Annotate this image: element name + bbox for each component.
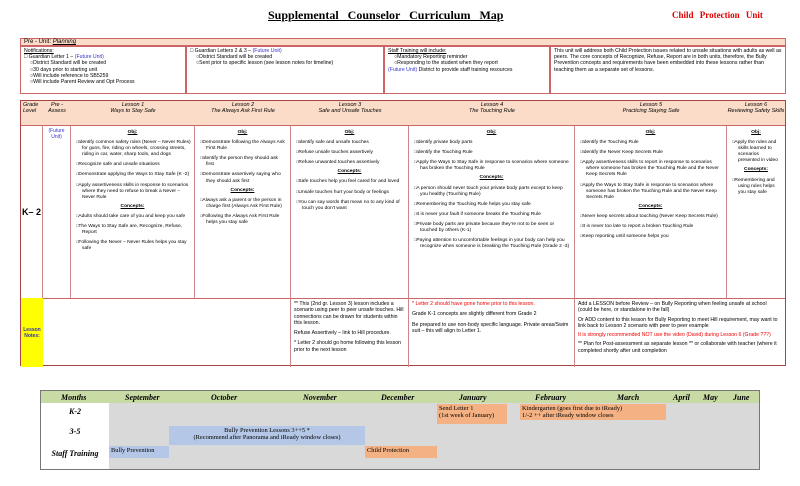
staff-line: Staff Training will include:	[388, 48, 447, 54]
lesson-6-cell	[727, 126, 785, 298]
notes-lesson-4	[409, 298, 575, 367]
objective-item: □ Apply the Ways to Stay Safe in response to scenarios where someone has broken the Touching Rule and the Never Keep Secrets Rule	[578, 182, 723, 201]
grade-k2: K– 2	[21, 126, 43, 298]
objective-item: □ Identify the person they should ask first	[198, 155, 287, 168]
objective-item: □ Identify the Touching Rule	[578, 139, 723, 146]
row-label-k2: K-2	[69, 407, 81, 416]
guardian-letters-box	[186, 46, 384, 94]
unit-overview-box: This unit will address both Child Protection issues related to unsafe situations with adults as well as peers. The core concepts of Recognize, Refuse, Report are in both units, therefore, the Bully Prevention concepts and requirements have been embedded into these lessons rather than teaching them as a separate set of lessons.	[550, 46, 786, 94]
lesson-5-header: Lesson 5 Practicing Staying Safe	[575, 101, 727, 126]
pre-assess-cell: (Future Unit)	[43, 126, 71, 298]
concept-item: □ Paying attention to uncomfortable feelings in your body can help you recognize when someone is breaking the Touching Rule (Grade 2 -3)	[412, 237, 571, 250]
planning-bar	[20, 38, 786, 46]
month-label: January	[459, 393, 487, 402]
note-item-warning: * Letter 2 should have gone home prior to this lesson.	[412, 301, 535, 307]
note-item: Add a LESSON before Review – on Bully Reporting when feeling unsafe at school (could be here, or standalone in the fall)	[578, 301, 767, 314]
unit-title: Child Protection Unit	[672, 10, 763, 20]
lesson-3-cell	[291, 126, 409, 298]
month-label: November	[303, 393, 337, 402]
staff-training-box	[384, 46, 550, 94]
objective-item: □ Identify the Touching Rule	[412, 149, 571, 156]
lesson-2-header: Lesson 2 The Always Ask First Rule	[195, 101, 291, 126]
bully-prevention-35-bar: Bully Prevention Lessons 3++5 * (Recommend after Panorama and iReady window closes)	[169, 426, 365, 445]
objective-item: □ Refuse unwanted touches assertively	[294, 159, 405, 166]
lesson-grid	[20, 100, 786, 366]
objective-item: □ Identify the Never Keep Secrets Rule	[578, 149, 723, 156]
concepts-title: Concepts:	[744, 167, 768, 173]
lesson-4-header: Lesson 4 The Touching Rule	[409, 101, 575, 126]
grade-level-header: Grade Level	[21, 101, 43, 126]
concept-item: □ Keep reporting until someone helps you	[578, 233, 723, 240]
page-title: Supplemental Counselor Curriculum Map	[268, 8, 504, 22]
objectives-title: Obj:	[237, 130, 248, 135]
staff-line: (Future Unit) District to provide staff training resources	[388, 66, 513, 73]
note-item: ** Plan for Post-assessment as separate lesson ** or collaborate with teacher (where it completed shortly after unit completion	[578, 341, 777, 354]
concept-item: □ Adults should take care of you and keep you safe	[74, 213, 191, 220]
objective-item: □ Apply assertiveness skills to report in response to scenarios where someone has broken the Touching Rule and the Never Keep Secrets Rule	[578, 159, 723, 178]
month-label: June	[733, 393, 750, 402]
guardian-line: ○Sent prior to specific lesson (see lesson notes for timeline)	[196, 60, 334, 67]
concept-item: □ Unsafe touches hurt your body or feelings	[294, 189, 405, 196]
concepts-title: Concepts:	[230, 187, 255, 193]
staff-line: ○Mandatory Reporting reminder	[394, 54, 468, 61]
note-item: Grade K-1 concepts are slightly different from Grade 2	[412, 311, 537, 318]
bully-prevention-staff-bar: Bully Prevention	[109, 446, 169, 458]
concept-item: □ Never keep secrets about touching (Never Keep Secrets Rule)	[578, 213, 723, 220]
notification-line: ○District Standard will be created	[30, 60, 107, 67]
objective-item: □ Identify private body parts	[412, 139, 571, 146]
month-label: February	[535, 393, 567, 402]
notes-lesson-5-6	[575, 298, 785, 367]
calendar-months-row	[41, 391, 759, 403]
guardian-line: □ Guardian Letters 2 & 3 – (Future Unit)	[190, 48, 282, 54]
month-label: May	[703, 393, 718, 402]
objective-item: □ Demonstrate following the Always Ask First Rule	[198, 139, 287, 152]
notification-line: □ Guardian Letter 1 – (Future Unit)	[24, 54, 104, 61]
concept-item: □ Remembering and using rules helps you stay safe	[730, 177, 782, 196]
concept-item: □ It is never too late to report a broken Touching Rule	[578, 223, 723, 230]
objective-item: □ Identify common safety rules (Never – Never Rules) for guns, fire, riding on wheels, crossing streets, riding in car, water, sharp tools, and dogs	[74, 139, 191, 158]
lesson-1-header: Lesson 1 Ways to Stay Safe	[71, 101, 195, 126]
month-label: March	[617, 393, 640, 402]
note-item: ** This (2nd gr. Lesson 3) lesson includes a scenario using peer to peer unsafe touches. Hill connections can be drawn for students within this lesson.	[294, 301, 404, 326]
months-label: Months	[61, 393, 87, 402]
notes-empty	[43, 298, 291, 367]
concept-item: □ Remembering the Touching Rule helps you stay safe	[412, 201, 571, 208]
lesson-6-header: Lesson 6 Reviewing Safety Skills	[727, 101, 785, 126]
concepts-title: Concepts:	[337, 169, 362, 175]
lesson-4-cell	[409, 126, 575, 298]
note-item: Be prepared to use non-body specific language. Private areas/Swim suit – this will align to Letter 1.	[412, 321, 569, 334]
note-item: Refuse Assertively – link to Hill procedure.	[294, 330, 391, 337]
objectives-title: Obj:	[344, 130, 355, 135]
month-label: September	[125, 393, 160, 402]
objective-item: □ Demonstrate applying the Ways to Stay Safe (K -2)	[74, 171, 191, 178]
objective-item: □ Recognize safe and unsafe situations	[74, 161, 191, 168]
notification-line: ○Will include Parent Review and Opt Process	[30, 79, 135, 86]
notes-lesson-3	[291, 298, 409, 367]
lesson-2-cell	[195, 126, 291, 298]
concept-item: □ The Ways to Stay Safe are, Recognize, Refuse, Report	[74, 223, 191, 236]
lesson-1-cell	[71, 126, 195, 298]
note-item: * Letter 2 should go home following this lesson prior to the next lesson	[294, 340, 401, 353]
objectives-title: Obj:	[645, 130, 656, 135]
lesson-3-header: Lesson 3 Safe and Unsafe Touches	[291, 101, 409, 126]
concept-item: □ Private body parts are private because they're not to be seen or touched by others (K-1)	[412, 221, 571, 234]
lesson-notes-label: Lesson Notes:	[21, 298, 43, 367]
objectives-title: Obj:	[486, 130, 497, 135]
objective-item: □ Apply the rules and skills learned to scenarios presented in video	[730, 139, 782, 164]
concepts-title: Concepts:	[638, 203, 663, 209]
kindergarten-bar: Kindergarten (goes first due to iReady) 1/-2 ++ after iReady window closes	[520, 404, 666, 420]
concept-item: □ Always ask a parent or the person in charge first (Always Ask First Rule)	[198, 197, 287, 210]
objective-item: □ Apply the Ways to Stay Safe in response to scenarios where someone has broken the Touching Rule	[412, 159, 571, 172]
objective-item: □ Apply assertiveness skills in response to scenarios where they need to refuse to break a Never – Never Rule	[74, 182, 191, 201]
concept-item: □ It is never your fault if someone breaks the Touching Rule	[412, 211, 571, 218]
staff-line: ○Responding to the student when they report	[394, 60, 498, 67]
notification-line: ○Will include reference to SB5259	[30, 72, 109, 79]
concept-item: □ Safe touches help you feel cared for and loved	[294, 178, 405, 185]
note-item-warning: It is strongly recommended NOT use the video (David) during Lesson 6 (Grade ???)	[578, 332, 771, 339]
calendar-timeline	[40, 390, 760, 470]
child-protection-staff-bar: Child Protection	[365, 446, 437, 458]
objective-item: □ Refuse unsafe touches assertively	[294, 149, 405, 156]
row-label-35: 3-5	[69, 427, 81, 436]
planning-label: Planning	[52, 39, 77, 45]
month-label: December	[381, 393, 415, 402]
concept-item: □ Following the Never – Never Rules helps you stay safe	[74, 239, 191, 252]
objective-item: □ Identify safe and unsafe touches	[294, 139, 405, 146]
objectives-title: Obj:	[751, 130, 761, 135]
objectives-title: Obj:	[127, 130, 138, 135]
note-item: Or ADD content to this lesson for Bully Reporting to meet Hill requirement, may want to link back to Lesson 2 scenario with peer to peer example	[578, 316, 778, 329]
objective-item: □ Demonstrate assertively saying who they should ask first	[198, 171, 287, 184]
notifications-box	[20, 46, 186, 94]
notification-line: ○30 days prior to starting unit	[30, 66, 98, 73]
concept-item: □ You can say words that mean no to any kind of touch you don't want	[294, 199, 405, 212]
concepts-title: Concepts:	[120, 203, 145, 209]
month-label: October	[211, 393, 238, 402]
notifications-title: Notifications:	[24, 48, 54, 54]
row-label-staff: Staff Training	[51, 449, 99, 458]
month-label: April	[673, 393, 690, 402]
concept-item: □ Following the Always Ask First Rule helps you stay safe	[198, 213, 287, 226]
lesson-5-cell	[575, 126, 727, 298]
guardian-line: ○District Standard will be created	[196, 54, 273, 61]
planning-prefix: Pre - Unit:	[24, 39, 52, 45]
concepts-title: Concepts:	[479, 175, 504, 181]
concept-item: □ A person should never touch your private body parts except to keep you healthy (Touching Rule)	[412, 185, 571, 198]
send-letter-bar: Send Letter 1 (1st week of January)	[437, 404, 507, 424]
pre-assess-header: Pre - Assess	[43, 101, 71, 126]
